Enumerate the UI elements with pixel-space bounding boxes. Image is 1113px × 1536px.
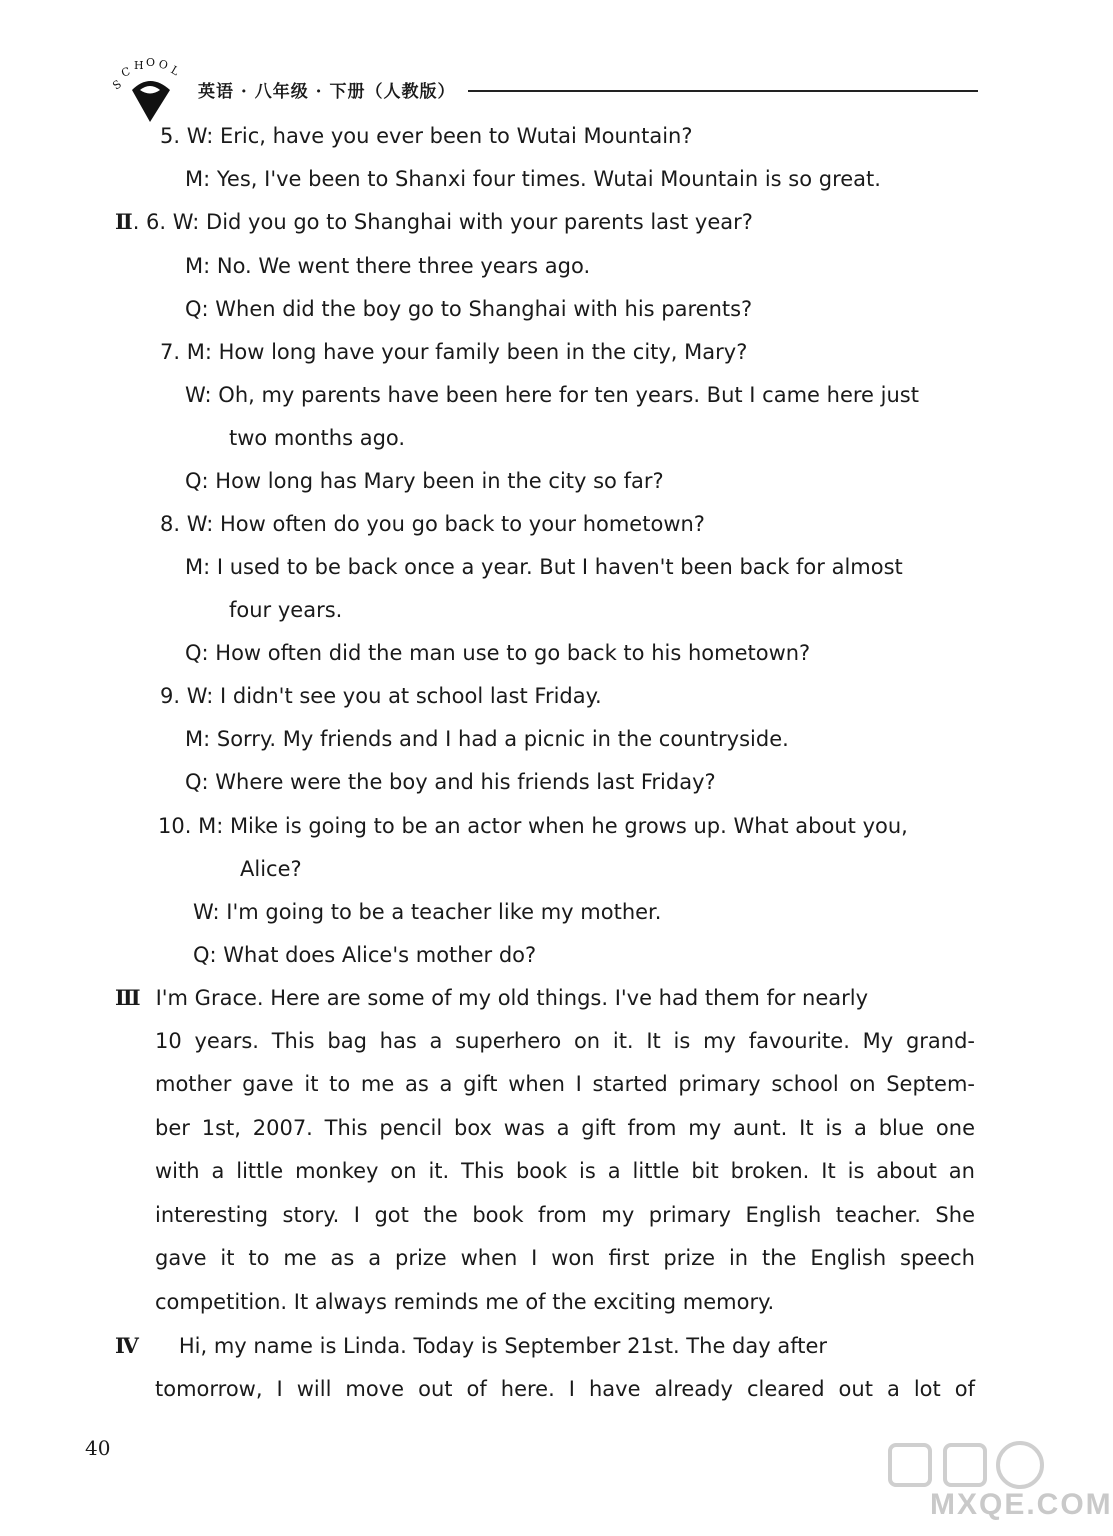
text-line: Alice? xyxy=(240,857,302,881)
text-line: 7. M: How long have your family been in the city, Mary? xyxy=(160,340,748,364)
text-line: two months ago. xyxy=(229,426,406,450)
text-line: 8. W: How often do you go back to your hometown? xyxy=(160,512,705,536)
text-line: 5. W: Eric, have you ever been to Wutai Mountain? xyxy=(160,124,693,148)
text-line: competition. It always reminds me of the exciting memory. xyxy=(155,1290,775,1314)
school-logo-icon xyxy=(110,50,190,130)
svg-text:S: S xyxy=(110,77,124,93)
svg-text:L: L xyxy=(168,63,182,79)
svg-text:H: H xyxy=(134,59,144,72)
header-rule xyxy=(468,90,978,92)
text-line: M: I used to be back once a year. But I haven't been back for almost xyxy=(185,555,903,579)
text-line: Hi, my name is Linda. Today is September 21st. The day after xyxy=(178,1334,828,1358)
section-heading-line xyxy=(115,984,868,1012)
text-line: Q: Where were the boy and his friends last Friday? xyxy=(185,770,716,794)
text-line: 9. W: I didn't see you at school last Friday. xyxy=(160,684,602,708)
text-line: tomorrow, I will move out of here. I have already cleared out a lot of xyxy=(155,1377,975,1401)
text-line: I'm Grace. Here are some of my old things. I've had them for nearly xyxy=(155,986,869,1010)
section-number-marker: Ⅱ xyxy=(115,209,133,234)
svg-text:O: O xyxy=(146,56,156,69)
page-number: 40 xyxy=(85,1436,111,1460)
text-line: mother gave it to me as a gift when I started primary school on Septem- xyxy=(155,1072,975,1096)
header-title: 英语 · 八年级 · 下册（人教版） xyxy=(198,82,456,102)
text-line: . 6. W: Did you go to Shanghai with your parents last year? xyxy=(132,210,753,234)
section-heading-line xyxy=(115,1332,827,1360)
text-line: W: I'm going to be a teacher like my mother. xyxy=(193,900,662,924)
section-number-marker: Ⅲ xyxy=(115,985,141,1010)
text-line: M: Yes, I've been to Shanxi four times. Wutai Mountain is so great. xyxy=(185,167,881,191)
text-line: Q: How often did the man use to go back to his hometown? xyxy=(185,641,811,665)
section-heading-line xyxy=(115,208,753,236)
text-line: 10. M: Mike is going to be an actor when he grows up. What about you, xyxy=(158,814,908,838)
page-header xyxy=(110,50,980,130)
text-line: Q: What does Alice's mother do? xyxy=(193,943,537,967)
svg-text:O: O xyxy=(157,57,170,73)
text-line: four years. xyxy=(229,598,343,622)
text-line: with a little monkey on it. This book is a little bit broken. It is about an xyxy=(155,1159,975,1183)
text-line: Q: When did the boy go to Shanghai with his parents? xyxy=(185,297,753,321)
text-line: 10 years. This bag has a superhero on it. It is my favourite. My grand- xyxy=(155,1029,975,1053)
text-line: ber 1st, 2007. This pencil box was a gift from my aunt. It is a blue one xyxy=(155,1116,975,1140)
text-line: M: No. We went there three years ago. xyxy=(185,254,591,278)
section-number-marker: Ⅳ xyxy=(115,1333,139,1358)
text-line: Q: How long has Mary been in the city so far? xyxy=(185,469,664,493)
text-line: interesting story. I got the book from my primary English teacher. She xyxy=(155,1203,975,1227)
text-line: W: Oh, my parents have been here for ten years. But I came here just xyxy=(185,383,919,407)
text-line: gave it to me as a prize when I won first prize in the English speech xyxy=(155,1246,975,1270)
text-line: M: Sorry. My friends and I had a picnic in the countryside. xyxy=(185,727,789,751)
svg-text:C: C xyxy=(119,64,132,80)
watermark-text: MXQE.COM xyxy=(930,1488,1113,1521)
